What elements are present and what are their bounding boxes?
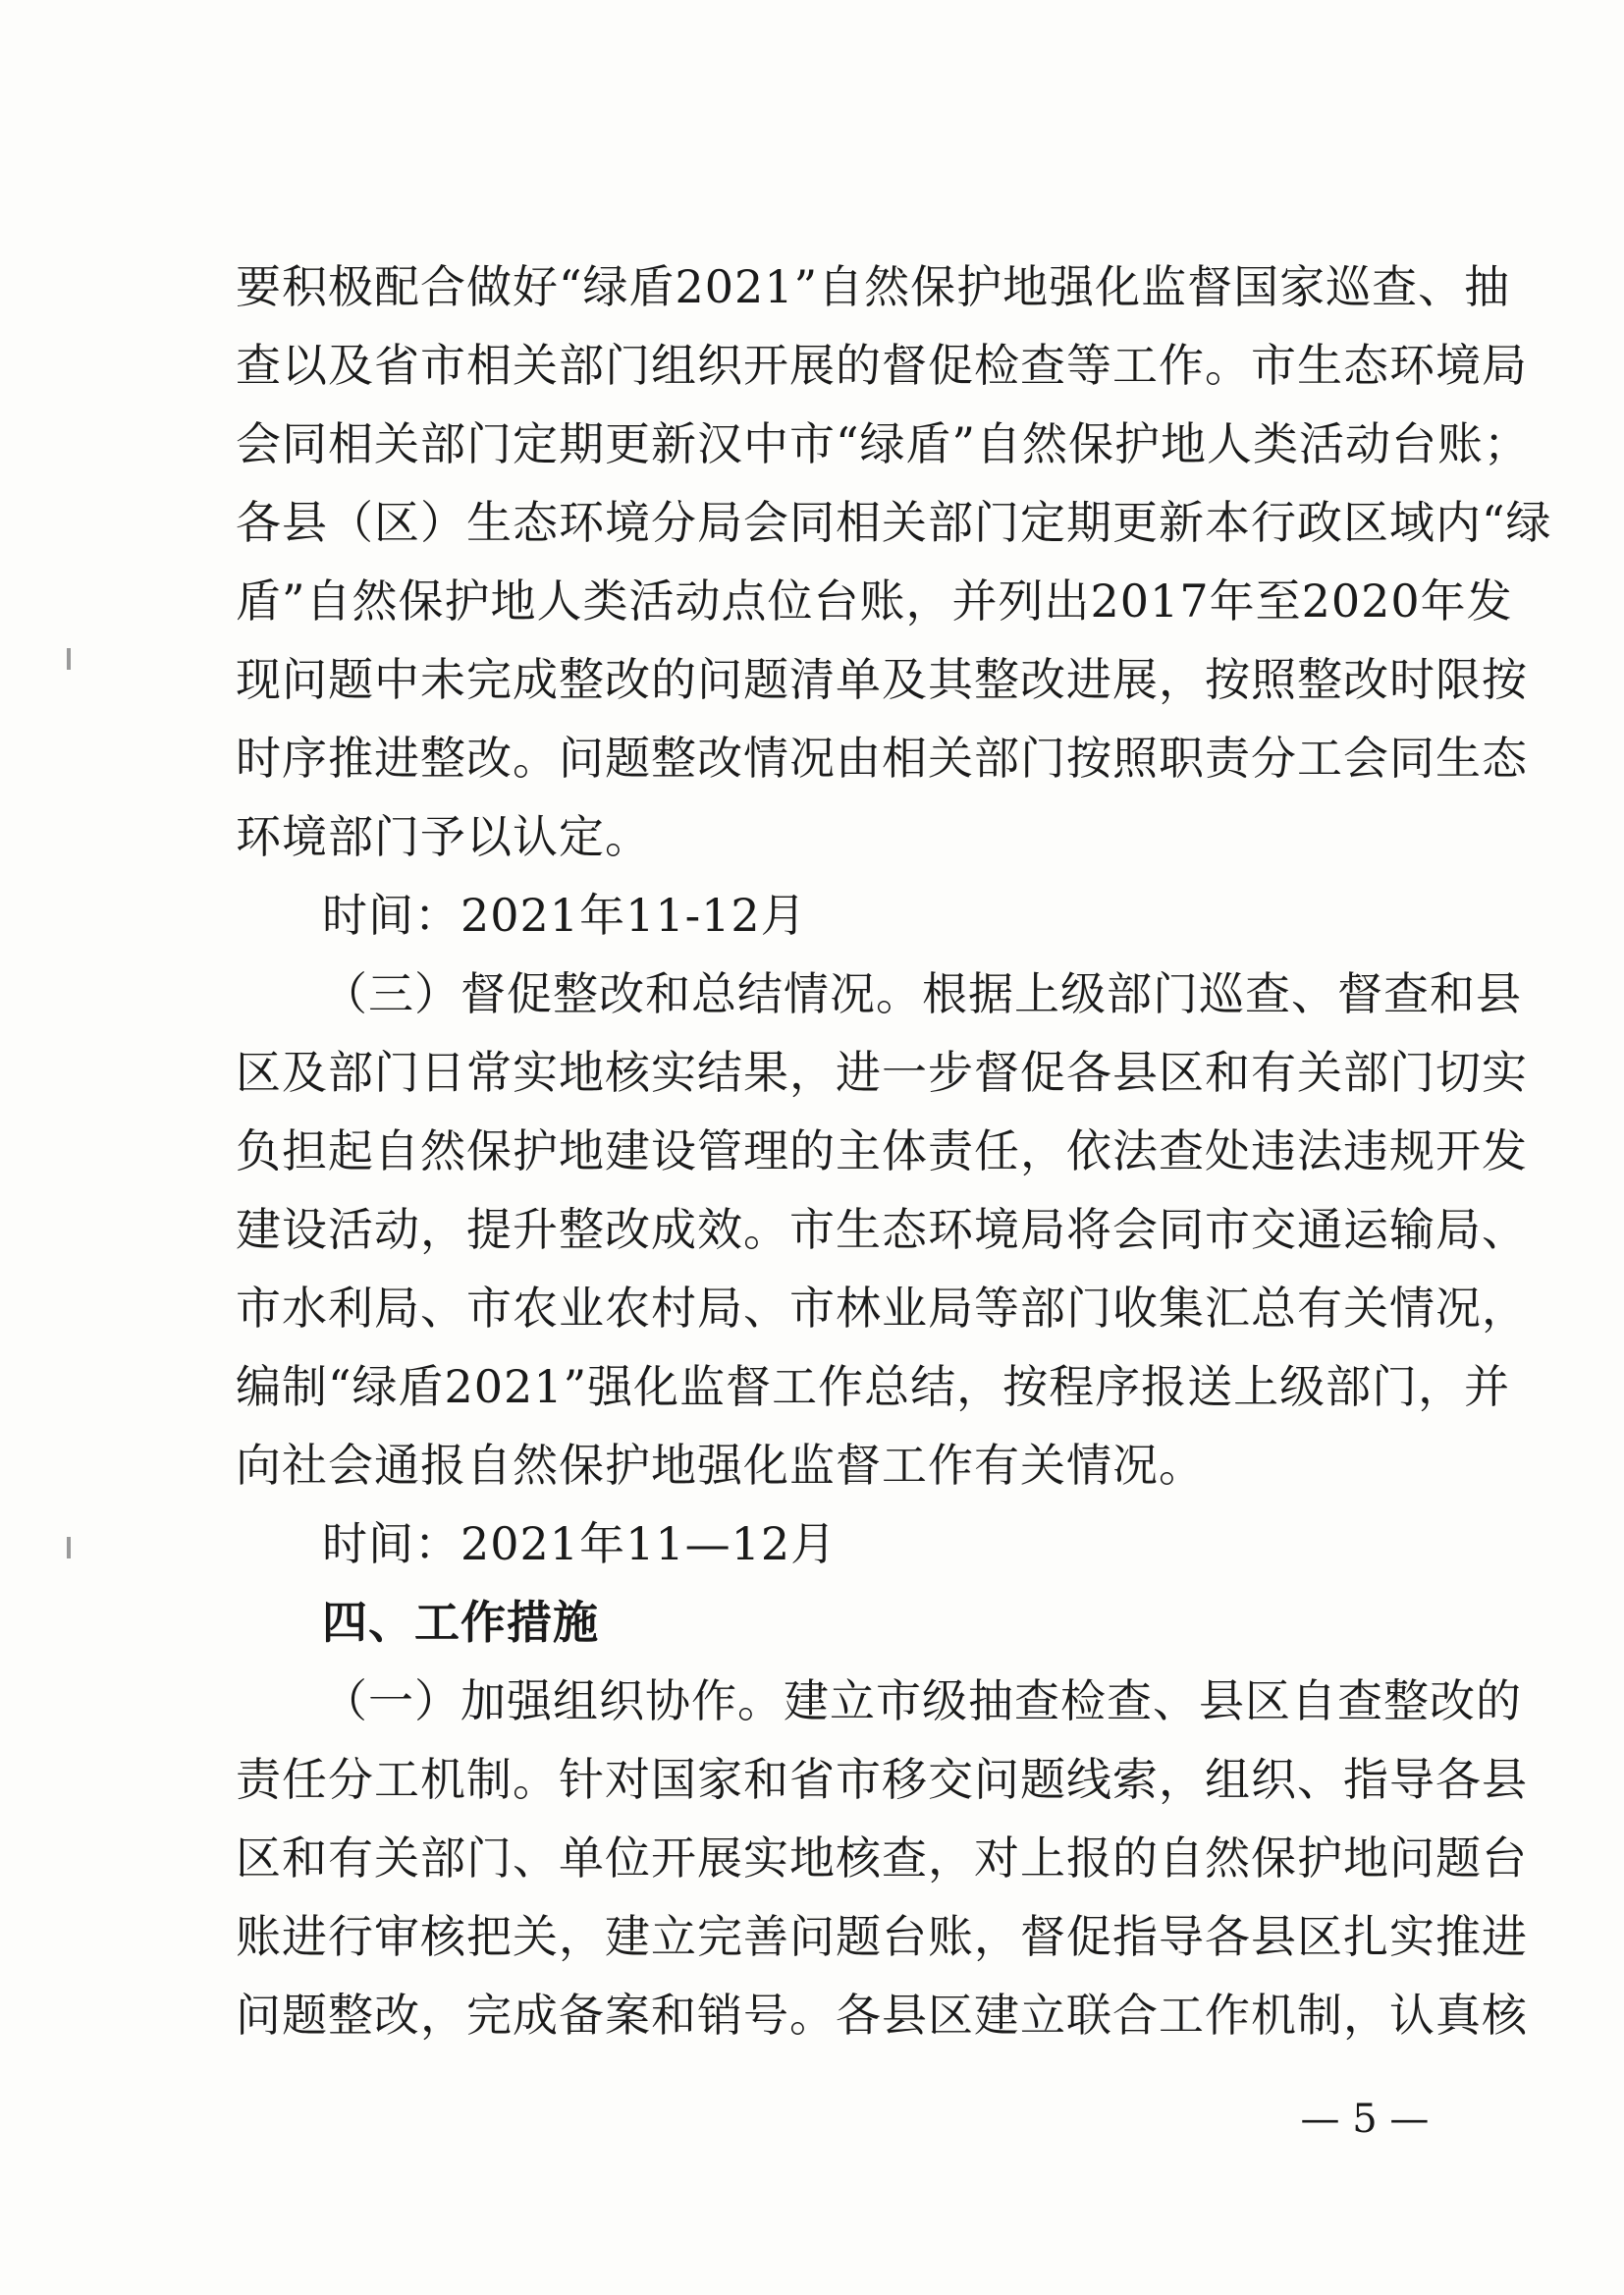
body-line: 各县（区）生态环境分局会同相关部门定期更新本行政区域内“绿	[236, 496, 1552, 549]
document-body	[236, 247, 1552, 2054]
body-line: 时序推进整改。问题整改情况由相关部门按照职责分工会同生态	[236, 732, 1528, 785]
body-line: 盾”自然保护地人类活动点位台账，并列出2017年至2020年发	[236, 574, 1513, 628]
body-line: 环境部门予以认定。	[236, 810, 651, 863]
body-line: 账进行审核把关，建立完善问题台账，督促指导各县区扎实推进	[236, 1910, 1528, 1963]
body-line: （一）加强组织协作。建立市级抽查检查、县区自查整改的	[322, 1674, 1522, 1727]
body-line: 会同相关部门定期更新汉中市“绿盾”自然保护地人类活动台账；	[236, 417, 1531, 470]
body-line: 向社会通报自然保护地强化监督工作有关情况。	[236, 1439, 1205, 1492]
section-heading: 四、工作措施	[322, 1596, 599, 1649]
body-line: 区及部门日常实地核实结果，进一步督促各县区和有关部门切实	[236, 1046, 1528, 1099]
page-number: — 5 —	[1300, 2097, 1430, 2142]
body-line: 责任分工机制。针对国家和省市移交问题线索，组织、指导各县	[236, 1753, 1528, 1806]
time-line: 时间：2021年11-12月	[322, 889, 807, 942]
body-line: 编制“绿盾2021”强化监督工作总结，按程序报送上级部门，并	[236, 1360, 1511, 1413]
scan-mark	[67, 648, 71, 670]
time-line: 时间：2021年11—12月	[322, 1517, 838, 1570]
body-line: 市水利局、市农业农村局、市林业局等部门收集汇总有关情况，	[236, 1282, 1528, 1335]
body-line: 问题整改，完成备案和销号。各县区建立联合工作机制，认真核	[236, 1989, 1528, 2042]
body-line: 建设活动，提升整改成效。市生态环境局将会同市交通运输局、	[236, 1203, 1528, 1256]
body-line: 现问题中未完成整改的问题清单及其整改进展，按照整改时限按	[236, 653, 1528, 706]
body-line: 区和有关部门、单位开展实地核查，对上报的自然保护地问题台	[236, 1831, 1528, 1885]
body-line: （三）督促整改和总结情况。根据上级部门巡查、督查和县	[322, 967, 1522, 1020]
body-line: 负担起自然保护地建设管理的主体责任，依法查处违法违规开发	[236, 1124, 1528, 1177]
scan-mark	[67, 1537, 71, 1558]
body-line: 要积极配合做好“绿盾2021”自然保护地强化监督国家巡查、抽	[236, 260, 1511, 313]
body-line: 查以及省市相关部门组织开展的督促检查等工作。市生态环境局	[236, 339, 1528, 392]
